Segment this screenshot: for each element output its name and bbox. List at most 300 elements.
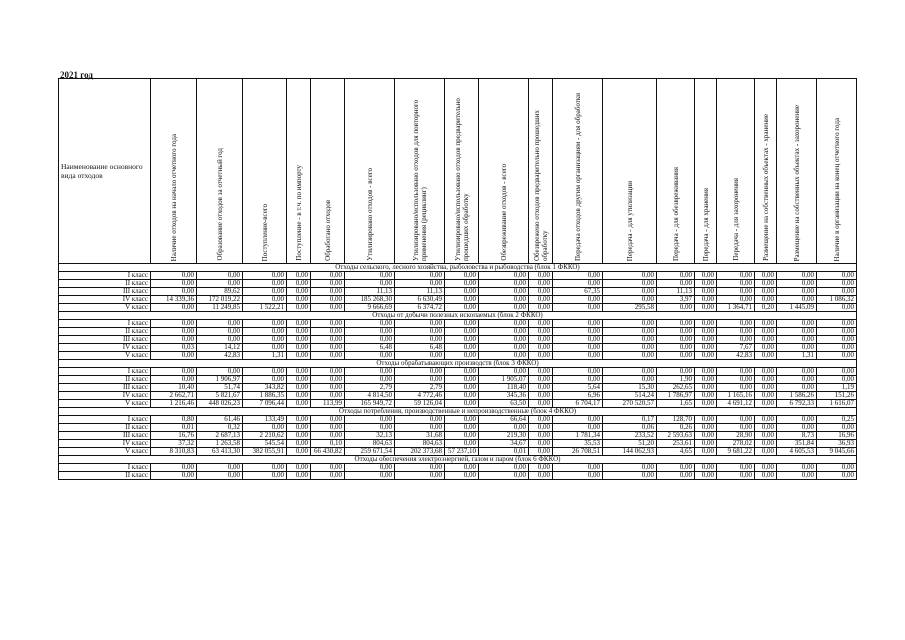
table-cell: 0,00 <box>287 448 311 456</box>
table-cell: 0,00 <box>287 416 311 424</box>
table-cell: 0,00 <box>445 320 479 328</box>
table-cell: 0,00 <box>445 280 479 288</box>
table-cell: 0,00 <box>529 352 553 360</box>
table-header <box>59 79 857 264</box>
table-cell: 0,00 <box>287 344 311 352</box>
table-cell: 0,00 <box>287 304 311 312</box>
table-cell: 0,00 <box>817 368 857 376</box>
table-cell: 0,00 <box>311 296 345 304</box>
table-cell: 185 268,30 <box>345 296 395 304</box>
table-cell: 0,00 <box>529 440 553 448</box>
table-cell: 0,00 <box>755 280 777 288</box>
header-column: Утилизировано отходов - всего <box>345 79 395 264</box>
table-row <box>59 416 857 424</box>
table-cell: 0,00 <box>287 352 311 360</box>
table-cell: 113,99 <box>311 400 345 408</box>
table-cell: 6 792,33 <box>777 400 817 408</box>
table-cell: 0,00 <box>695 376 717 384</box>
table-cell: 0,00 <box>529 472 553 480</box>
table-cell: 1 905,07 <box>479 376 529 384</box>
table-cell: 0,00 <box>287 424 311 432</box>
table-cell: 0,00 <box>695 288 717 296</box>
table-cell: 4 691,12 <box>717 400 755 408</box>
table-cell: 0,00 <box>529 392 553 400</box>
table-cell: 0,00 <box>755 328 777 336</box>
table-cell: 253,61 <box>657 440 695 448</box>
table-body <box>59 264 857 480</box>
table-cell: 0,00 <box>529 296 553 304</box>
table-cell: 0,00 <box>657 464 695 472</box>
table-cell: 14 339,36 <box>151 296 197 304</box>
table-cell: 0,00 <box>695 272 717 280</box>
table-cell: 0,00 <box>445 344 479 352</box>
table-cell: 0,00 <box>777 320 817 328</box>
table-cell: 0,00 <box>553 352 603 360</box>
table-row <box>59 288 857 296</box>
header-column: Утилизировано/использовано отходов предварительно прошедших обработку <box>445 79 479 264</box>
table-cell: 6,96 <box>553 392 603 400</box>
table-cell: 59 126,04 <box>395 400 445 408</box>
table-cell: 0,00 <box>311 280 345 288</box>
table-cell: 5,64 <box>553 384 603 392</box>
table-cell: 0,00 <box>197 336 243 344</box>
hazard-class-label: II класс <box>59 424 151 432</box>
table-cell: 0,00 <box>197 280 243 288</box>
table-cell: 0,00 <box>553 320 603 328</box>
table-cell: 0,00 <box>777 344 817 352</box>
section-row <box>59 312 857 320</box>
table-cell: 0,26 <box>657 424 695 432</box>
table-cell: 0,00 <box>243 472 287 480</box>
table-cell: 0,00 <box>445 424 479 432</box>
table-cell: 343,82 <box>243 384 287 392</box>
table-cell: 0,00 <box>529 416 553 424</box>
table-cell: 0,00 <box>817 472 857 480</box>
table-row <box>59 320 857 328</box>
hazard-class-label: II класс <box>59 376 151 384</box>
table-row <box>59 344 857 352</box>
table-cell: 0,00 <box>345 272 395 280</box>
table-cell: 31,68 <box>395 432 445 440</box>
table-cell: 0,00 <box>395 376 445 384</box>
table-cell: 0,00 <box>287 432 311 440</box>
year-label: 2021 год <box>60 70 93 80</box>
table-cell: 1 263,58 <box>197 440 243 448</box>
table-cell: 0,00 <box>717 376 755 384</box>
table-cell: 144 062,93 <box>603 448 657 456</box>
table-cell: 0,00 <box>243 368 287 376</box>
table-cell: 0,00 <box>395 464 445 472</box>
table-cell: 51,74 <box>197 384 243 392</box>
table-cell: 0,00 <box>151 464 197 472</box>
table-cell: 9 045,66 <box>817 448 857 456</box>
table-cell: 128,70 <box>657 416 695 424</box>
table-cell: 0,00 <box>553 376 603 384</box>
table-cell: 0,00 <box>311 416 345 424</box>
table-cell: 0,00 <box>395 416 445 424</box>
table-cell: 0,00 <box>529 400 553 408</box>
table-cell: 0,00 <box>717 296 755 304</box>
table-cell: 66 430,82 <box>311 448 345 456</box>
table-cell: 0,00 <box>529 328 553 336</box>
header-column: Поступление-всего <box>243 79 287 264</box>
table-cell: 0,00 <box>817 376 857 384</box>
table-cell: 0,00 <box>695 432 717 440</box>
header-column: Обработано отходов <box>311 79 345 264</box>
table-cell: 0,00 <box>243 280 287 288</box>
table-cell: 0,00 <box>479 296 529 304</box>
table-cell: 0,00 <box>345 416 395 424</box>
table-cell: 1 086,32 <box>817 296 857 304</box>
table-cell: 0,00 <box>695 400 717 408</box>
table-cell: 0,00 <box>395 424 445 432</box>
table-cell: 0,00 <box>553 344 603 352</box>
table-cell: 1 906,97 <box>197 376 243 384</box>
table-cell: 0,00 <box>445 432 479 440</box>
table-cell: 4 814,50 <box>345 392 395 400</box>
table-cell: 0,00 <box>603 352 657 360</box>
table-cell: 0,00 <box>603 336 657 344</box>
table-cell: 0,17 <box>603 416 657 424</box>
table-cell: 0,00 <box>151 328 197 336</box>
table-cell: 51,20 <box>603 440 657 448</box>
table-cell: 0,00 <box>345 336 395 344</box>
table-row <box>59 464 857 472</box>
table-cell: 0,00 <box>345 280 395 288</box>
table-cell: 0,00 <box>755 272 777 280</box>
hazard-class-label: I класс <box>59 320 151 328</box>
table-cell: 0,00 <box>479 288 529 296</box>
table-cell: 6,48 <box>345 344 395 352</box>
table-cell: 0,00 <box>287 288 311 296</box>
hazard-class-label: IV класс <box>59 344 151 352</box>
table-cell: 0,00 <box>777 376 817 384</box>
hazard-class-label: II класс <box>59 280 151 288</box>
table-cell: 0,00 <box>717 288 755 296</box>
table-cell: 0,00 <box>479 328 529 336</box>
table-cell: 0,00 <box>445 304 479 312</box>
table-cell: 0,00 <box>151 472 197 480</box>
table-cell: 0,00 <box>755 288 777 296</box>
section-title: Отходы от добычи полезных ископаемых (блок 2 ФККО) <box>59 312 857 320</box>
section-title: Отходы потребления, производственные и непроизводственные (блок 4 ФККО) <box>59 408 857 416</box>
table-cell: 0,00 <box>529 344 553 352</box>
table-cell: 11,13 <box>345 288 395 296</box>
table-cell: 0,00 <box>695 440 717 448</box>
table-cell: 0,00 <box>395 472 445 480</box>
table-row <box>59 304 857 312</box>
table-cell: 0,00 <box>151 288 197 296</box>
table-cell: 202 373,68 <box>395 448 445 456</box>
table-cell: 1 886,35 <box>243 392 287 400</box>
table-cell: 0,00 <box>197 320 243 328</box>
table-cell: 0,00 <box>311 464 345 472</box>
table-cell: 0,00 <box>695 448 717 456</box>
hazard-class-label: V класс <box>59 352 151 360</box>
table-cell: 0,00 <box>657 336 695 344</box>
table-cell: 118,40 <box>479 384 529 392</box>
table-cell: 11 249,85 <box>197 304 243 312</box>
table-row <box>59 472 857 480</box>
table-cell: 0,03 <box>151 344 197 352</box>
table-cell: 37,32 <box>151 440 197 448</box>
table-cell: 0,00 <box>345 320 395 328</box>
table-cell: 804,63 <box>345 440 395 448</box>
table-cell: 0,00 <box>755 416 777 424</box>
table-cell: 0,00 <box>777 272 817 280</box>
table-cell: 1 586,26 <box>777 392 817 400</box>
table-cell: 11,13 <box>395 288 445 296</box>
table-cell: 0,00 <box>311 424 345 432</box>
section-row <box>59 408 857 416</box>
table-cell: 0,00 <box>695 320 717 328</box>
table-cell: 0,00 <box>287 440 311 448</box>
table-cell: 0,00 <box>243 376 287 384</box>
table-cell: 219,30 <box>479 432 529 440</box>
table-cell: 66,64 <box>479 416 529 424</box>
table-cell: 6 630,49 <box>395 296 445 304</box>
header-column: Поступление - в т.ч. по импорту <box>287 79 311 264</box>
table-cell: 8,73 <box>777 432 817 440</box>
table-cell: 0,00 <box>603 344 657 352</box>
table-cell: 0,00 <box>197 272 243 280</box>
table-cell: 345,36 <box>479 392 529 400</box>
table-row <box>59 336 857 344</box>
table-cell: 0,00 <box>445 336 479 344</box>
table-cell: 2 593,63 <box>657 432 695 440</box>
table-cell: 0,00 <box>657 320 695 328</box>
table-cell: 2,79 <box>345 384 395 392</box>
hazard-class-label: V класс <box>59 448 151 456</box>
table-cell: 0,00 <box>817 304 857 312</box>
table-cell: 0,00 <box>529 368 553 376</box>
table-cell: 0,00 <box>395 272 445 280</box>
table-cell: 26 708,51 <box>553 448 603 456</box>
table-cell: 1,65 <box>657 400 695 408</box>
hazard-class-label: I класс <box>59 272 151 280</box>
table-cell: 0,25 <box>817 416 857 424</box>
table-cell: 3,97 <box>657 296 695 304</box>
table-cell: 804,63 <box>395 440 445 448</box>
table-cell: 0,00 <box>553 304 603 312</box>
hazard-class-label: III класс <box>59 384 151 392</box>
table-cell: 0,00 <box>151 280 197 288</box>
table-cell: 270 520,57 <box>603 400 657 408</box>
table-cell: 448 026,23 <box>197 400 243 408</box>
table-cell: 0,00 <box>755 384 777 392</box>
table-cell: 0,00 <box>777 280 817 288</box>
table-cell: 35,53 <box>553 440 603 448</box>
table-cell: 0,00 <box>151 272 197 280</box>
table-cell: 0,00 <box>603 296 657 304</box>
header-column: Обезврежено отходов предварительно прошедших обработку <box>529 79 553 264</box>
table-cell: 0,00 <box>287 280 311 288</box>
table-row <box>59 400 857 408</box>
table-cell: 61,46 <box>197 416 243 424</box>
table-cell: 1 522,21 <box>243 304 287 312</box>
table-cell: 0,00 <box>817 424 857 432</box>
table-cell: 0,00 <box>755 320 777 328</box>
table-cell: 0,00 <box>529 448 553 456</box>
table-cell: 0,00 <box>287 320 311 328</box>
table-cell: 0,00 <box>755 440 777 448</box>
table-cell: 0,00 <box>695 424 717 432</box>
table-cell: 0,00 <box>717 272 755 280</box>
table-cell: 0,00 <box>603 368 657 376</box>
table-cell: 89,62 <box>197 288 243 296</box>
hazard-class-label: IV класс <box>59 440 151 448</box>
table-cell: 0,00 <box>529 336 553 344</box>
table-cell: 0,00 <box>553 472 603 480</box>
section-row <box>59 456 857 464</box>
table-cell: 172 019,22 <box>197 296 243 304</box>
table-cell: 0,00 <box>529 272 553 280</box>
table-cell: 0,00 <box>657 368 695 376</box>
hazard-class-label: II класс <box>59 472 151 480</box>
table-cell: 514,24 <box>603 392 657 400</box>
table-cell: 0,00 <box>395 280 445 288</box>
table-cell: 151,26 <box>817 392 857 400</box>
table-cell: 262,65 <box>657 384 695 392</box>
table-cell: 0,00 <box>755 352 777 360</box>
table-row <box>59 448 857 456</box>
table-cell: 0,00 <box>197 464 243 472</box>
table-cell: 14,12 <box>197 344 243 352</box>
table-cell: 0,00 <box>243 464 287 472</box>
table-cell: 0,00 <box>603 288 657 296</box>
table-cell: 0,00 <box>553 416 603 424</box>
table-cell: 0,00 <box>777 472 817 480</box>
table-cell: 0,00 <box>755 296 777 304</box>
table-cell: 0,00 <box>777 336 817 344</box>
table-cell: 0,00 <box>479 352 529 360</box>
table-cell: 0,00 <box>755 368 777 376</box>
table-cell: 0,00 <box>755 392 777 400</box>
table-cell: 0,00 <box>603 464 657 472</box>
table-cell: 0,00 <box>445 296 479 304</box>
table-cell: 0,00 <box>479 464 529 472</box>
table-cell: 1 445,09 <box>777 304 817 312</box>
table-cell: 42,83 <box>197 352 243 360</box>
table-cell: 0,00 <box>479 304 529 312</box>
table-cell: 0,00 <box>151 352 197 360</box>
table-cell: 36,93 <box>817 440 857 448</box>
table-row <box>59 424 857 432</box>
header-column: Передача - для утилизации <box>603 79 657 264</box>
table-cell: 10,40 <box>151 384 197 392</box>
hazard-class-label: IV класс <box>59 392 151 400</box>
table-cell: 0,00 <box>151 368 197 376</box>
table-cell: 0,00 <box>777 296 817 304</box>
table-cell: 0,00 <box>311 472 345 480</box>
table-cell: 0,00 <box>345 376 395 384</box>
hazard-class-label: IV класс <box>59 296 151 304</box>
table-cell: 233,52 <box>603 432 657 440</box>
table-cell: 0,00 <box>695 304 717 312</box>
table-cell: 0,00 <box>529 280 553 288</box>
table-row <box>59 296 857 304</box>
header-column: Передача отходов другим организациям - для обработки <box>553 79 603 264</box>
header-column: Обезвреживание отходов - всего <box>479 79 529 264</box>
table-cell: 0,00 <box>445 368 479 376</box>
table-cell: 0,00 <box>445 288 479 296</box>
table-cell: 0,00 <box>777 368 817 376</box>
table-cell: 0,00 <box>755 464 777 472</box>
table-cell: 6 374,72 <box>395 304 445 312</box>
table-cell: 0,00 <box>717 416 755 424</box>
table-cell: 0,00 <box>529 464 553 472</box>
table-cell: 0,00 <box>479 280 529 288</box>
table-cell: 1 216,46 <box>151 400 197 408</box>
table-cell: 0,00 <box>817 280 857 288</box>
table-cell: 0,00 <box>445 328 479 336</box>
table-cell: 295,58 <box>603 304 657 312</box>
table-cell: 6,48 <box>395 344 445 352</box>
table-cell: 0,00 <box>445 384 479 392</box>
table-cell: 0,00 <box>311 376 345 384</box>
table-row <box>59 440 857 448</box>
table-cell: 0,00 <box>243 288 287 296</box>
table-cell: 0,00 <box>717 384 755 392</box>
table-cell: 0,00 <box>603 320 657 328</box>
table-cell: 0,00 <box>287 376 311 384</box>
table-cell: 0,00 <box>287 464 311 472</box>
table-cell: 0,00 <box>755 424 777 432</box>
table-cell: 0,00 <box>287 400 311 408</box>
table-cell: 0,00 <box>445 352 479 360</box>
table-cell: 0,00 <box>445 272 479 280</box>
section-title: Отходы обрабатывающих производств (блок 3 ФККО) <box>59 360 857 368</box>
table-cell: 4 605,53 <box>777 448 817 456</box>
table-cell: 0,00 <box>553 336 603 344</box>
section-title: Отходы сельского, лесного хозяйства, рыболовства и рыбоводства (блок 1 ФККО) <box>59 264 857 272</box>
table-cell: 0,00 <box>553 368 603 376</box>
table-cell: 0,00 <box>445 392 479 400</box>
table-cell: 0,00 <box>755 400 777 408</box>
table-cell: 0,00 <box>311 352 345 360</box>
table-cell: 63 413,30 <box>197 448 243 456</box>
table-cell: 0,00 <box>553 328 603 336</box>
hazard-class-label: III класс <box>59 288 151 296</box>
header-column: Утилизировано/использовано отходов для повторного применения (рециклинг) <box>395 79 445 264</box>
table-cell: 0,00 <box>445 416 479 424</box>
table-cell: 0,00 <box>717 464 755 472</box>
table-cell: 5 821,67 <box>197 392 243 400</box>
table-row <box>59 328 857 336</box>
table-cell: 0,00 <box>553 424 603 432</box>
table-cell: 0,00 <box>695 352 717 360</box>
hazard-class-label: I класс <box>59 416 151 424</box>
table-cell: 7,67 <box>717 344 755 352</box>
table-cell: 0,80 <box>151 416 197 424</box>
header-row <box>59 79 857 264</box>
table-cell: 0,00 <box>287 384 311 392</box>
table-cell: 1 165,16 <box>717 392 755 400</box>
table-cell: 0,00 <box>777 328 817 336</box>
table-cell: 0,00 <box>151 320 197 328</box>
table-cell: 11,13 <box>657 288 695 296</box>
section-title: Отходы обеспечения электроэнергией, газом и паром (блок 6 ФККО) <box>59 456 857 464</box>
table-cell: 0,00 <box>479 368 529 376</box>
table-cell: 0,00 <box>311 320 345 328</box>
table-row <box>59 376 857 384</box>
table-cell: 0,00 <box>755 472 777 480</box>
table-cell: 63,50 <box>479 400 529 408</box>
table-cell: 0,00 <box>553 280 603 288</box>
table-cell: 0,00 <box>395 328 445 336</box>
table-cell: 0,00 <box>445 440 479 448</box>
table-cell: 57 237,10 <box>445 448 479 456</box>
